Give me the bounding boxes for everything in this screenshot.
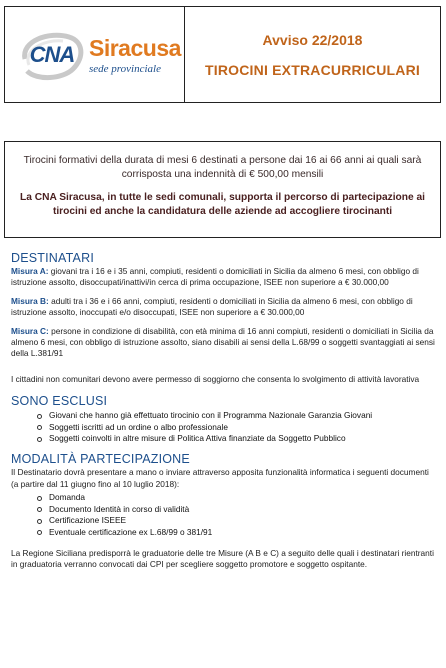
cna-logo-text: CNA bbox=[29, 41, 75, 67]
esclusi-heading: SONO ESCLUSI bbox=[11, 394, 108, 409]
documents-list bbox=[37, 492, 437, 538]
modalita-text: Il Destinatario dovrà presentare a mano o inviare attraverso apposita funzionalità informatica i seguenti documenti (a partire dal 11 giugno fino al 10 luglio 2018): bbox=[11, 467, 429, 489]
list-item: Certificazione ISEEE bbox=[37, 515, 437, 526]
misura-c bbox=[11, 326, 437, 360]
spacer bbox=[11, 289, 437, 296]
list-item: Giovani che hanno già effettuato tirocinio con il Programma Nazionale Garanzia Giovani bbox=[37, 410, 437, 421]
list-item: Soggetti iscritti ad un ordine o albo professionale bbox=[37, 422, 437, 433]
misura-c-text: persone in condizione di disabilità, con età minima di 16 anni compiuti, residenti o domiciliati in Sicilia da almeno 6 mesi, con obbligo di istruzione assolto, siano disabili ai sensi della L.68/99 o soggetti svantaggiati ai sensi della L.381/91 bbox=[11, 325, 435, 359]
misura-b-label: Misura B: bbox=[11, 295, 49, 306]
misura-c-label: Misura C: bbox=[11, 325, 49, 336]
cna-logo bbox=[19, 25, 85, 85]
notice-number: Avviso 22/2018 bbox=[262, 31, 363, 48]
list-item: Documento Identità in corso di validità bbox=[37, 504, 437, 515]
misura-a-label: Misura A: bbox=[11, 266, 49, 276]
misura-a bbox=[11, 266, 437, 289]
misura-b bbox=[11, 296, 437, 319]
modalita-heading: MODALITÀ PARTECIPAZIONE bbox=[11, 452, 190, 467]
siracusa-logo-subtitle: sede provinciale bbox=[89, 62, 161, 75]
closing-text: La Regione Siciliana predisporrà le graduatorie delle tre Misure (A B e C) a seguito delle quali i destinatari rientranti in graduatoria verranno convocati dai CPI per scegliere soggetto promotore e soggetto ospitante. bbox=[11, 547, 434, 570]
misura-b-text: adulti tra i 36 e i 66 anni, compiuti, residenti o domiciliati in Sicilia da almeno 6 mesi, con obbligo di istruzione assolto, inoccupati e/o disoccupati, ISEE non superiore a € 30.000,00 bbox=[11, 295, 413, 318]
spacer bbox=[11, 385, 437, 394]
esclusi-list bbox=[37, 410, 437, 444]
non-eu-note: I cittadini non comunitari devono avere permesso di soggiorno che consenta lo svolgimento di attività lavorativa bbox=[11, 373, 420, 384]
destinatari-heading: DESTINATARI bbox=[11, 251, 94, 265]
list-item: Soggetti coinvolti in altre misure di Politica Attiva finanziate da Soggetto Pubblico bbox=[37, 433, 437, 444]
intro-box bbox=[4, 141, 441, 238]
notice-title: TIROCINI EXTRACURRICULARI bbox=[205, 61, 420, 78]
intro-text: Tirocini formativi della durata di mesi 6 destinati a persone dai 16 ai 66 anni ai quali sarà corrisposta una indennità di € 500,00 mensili bbox=[23, 155, 422, 180]
logo-area bbox=[5, 7, 185, 102]
spacer bbox=[11, 360, 437, 374]
spacer bbox=[11, 319, 437, 326]
misura-a-text: giovani tra i 16 e i 35 anni, compiuti, residenti o domiciliati in Sicilia da almeno 6 mesi, con obbligo di istruzione assolto, disoccupati/inattivi/in cerca di prima occupazione, ISEE non superiore a € 30.000,00 bbox=[11, 266, 419, 288]
list-item: Domanda bbox=[37, 492, 437, 503]
list-item: Eventuale certificazione ex L.68/99 o 381/91 bbox=[37, 527, 437, 538]
siracusa-logo bbox=[89, 35, 181, 75]
main-content bbox=[11, 251, 437, 571]
header-box bbox=[4, 6, 441, 103]
title-area bbox=[185, 7, 440, 102]
siracusa-logo-text: Siracusa bbox=[89, 34, 181, 61]
spacer bbox=[11, 538, 437, 548]
intro-cna-support: La CNA Siracusa, in tutte le sedi comunali, supporta il percorso di partecipazione ai tirocini ed anche la candidatura delle aziende ad accogliere tirocinanti bbox=[20, 192, 425, 217]
